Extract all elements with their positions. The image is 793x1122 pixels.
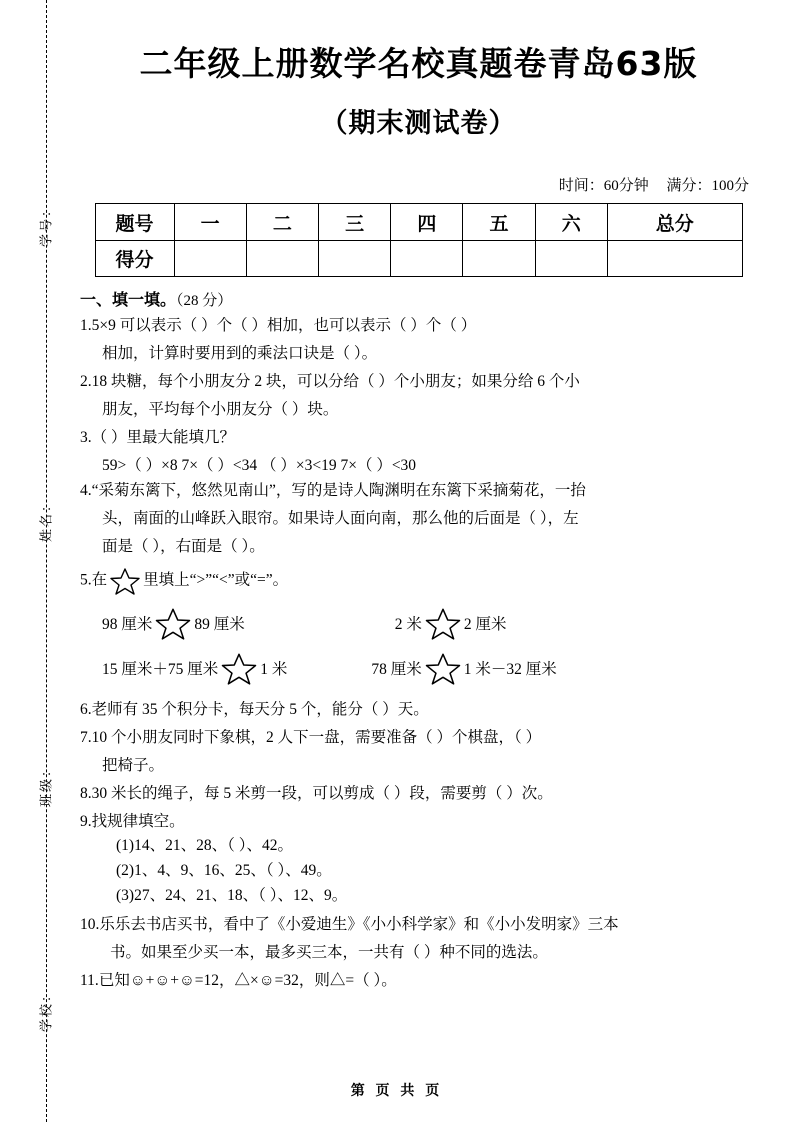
table-row-header [95, 204, 742, 241]
score-cell-3[interactable] [391, 241, 463, 277]
score-table [95, 203, 743, 277]
score-table-col-4: 五 [463, 204, 535, 241]
score-table-col-3: 四 [391, 204, 463, 241]
question-7-line-1: 10 个小朋友同时下象棋，2 人下一盘，需要准备（ ）个棋盘，（ ） [91, 728, 542, 746]
page-title: 二年级上册数学名校真题卷青岛63版 [139, 44, 698, 83]
page-footer: 第 页 共 页 [350, 1083, 443, 1099]
question-5-pair-3 [80, 652, 757, 685]
question-11 [80, 968, 757, 993]
question-5-pair-2-left: 2 米 [394, 616, 422, 634]
question-4-line-3: 面是（ ），右面是（ ）。 [102, 537, 265, 555]
score-table-col-0: 一 [174, 204, 246, 241]
question-1-line-2: 相加，计算时要用到的乘法口诀是（ ）。 [102, 345, 378, 363]
question-9-sub-1: (1)14、21、28、（ ）、42。 [116, 837, 293, 855]
score-table-row-label-0: 题号 [95, 204, 174, 241]
question-10-line-2: 书。如果至少买一本，最多买三本，一共有（ ）种不同的选法。 [110, 943, 548, 961]
question-5-pair-3-group [102, 652, 287, 685]
question-3-number: 3. [80, 429, 92, 447]
question-5-pair-1-right: 89 厘米 [194, 616, 245, 634]
score-cell-5[interactable] [535, 241, 607, 277]
exam-content [80, 0, 757, 993]
star-icon[interactable] [425, 607, 461, 640]
question-6-line-1: 老师有 35 个积分卡，每天分 5 个，能分（ ）天。 [91, 700, 429, 718]
left-margin-dashed-line [46, 0, 47, 1122]
question-4-number: 4. [80, 481, 92, 499]
question-9-sub-2: (2)1、4、9、16、25、（ ）、49。 [116, 862, 332, 880]
question-4 [80, 478, 757, 503]
question-9 [80, 809, 757, 834]
score-cell-1[interactable] [246, 241, 318, 277]
question-2-number: 2. [80, 373, 92, 391]
question-4-line-1: “采菊东篱下，悠然见南山”，写的是诗人陶渊明在东篱下采摘菊花，一抬 [91, 481, 586, 499]
question-5-pair-1 [80, 607, 757, 640]
question-2-line-2: 朋友，平均每个小朋友分（ ）块。 [102, 401, 339, 419]
question-2-line-2-row [80, 397, 757, 422]
star-icon [110, 571, 140, 588]
question-3-line-1: （ ）里最大能填几？ [91, 429, 236, 447]
question-8 [80, 781, 757, 806]
score-cell-2[interactable] [318, 241, 390, 277]
question-1-number: 1. [80, 317, 92, 334]
question-7 [80, 725, 757, 750]
question-5-pair-3-right: 1 米 [260, 661, 288, 679]
question-5-pair-2-right: 2 厘米 [463, 616, 507, 634]
question-10 [80, 912, 757, 937]
question-5-pair-3-left: 15 厘米＋75 厘米 [102, 661, 219, 679]
question-9-number: 9. [80, 813, 92, 831]
score-table-col-5: 六 [535, 204, 607, 241]
score-table-col-1: 二 [246, 204, 318, 241]
question-5-pair-4-left: 78 厘米 [371, 661, 422, 679]
score-cell-0[interactable] [174, 241, 246, 277]
question-7-line-2-row [80, 753, 757, 778]
star-icon[interactable] [155, 607, 191, 640]
side-label-student-id: 学号： [38, 202, 54, 248]
star-icon[interactable] [221, 652, 257, 685]
question-5-line-1a: 在 [91, 571, 108, 589]
table-row-score [95, 241, 742, 277]
question-8-line-1: 30 米长的绳子，每 5 米剪一段，可以剪成（ ）段，需要剪（ ）次。 [91, 785, 553, 803]
question-2 [80, 369, 757, 394]
question-6 [80, 697, 757, 722]
question-11-line-1: 已知☺+☺+☺=12，△×☺=32，则△=（ ）。 [98, 972, 397, 990]
question-4-line-2: 头，南面的山峰跃入眼帘。如果诗人面向南，那么他的后面是（ ），左 [102, 509, 579, 527]
question-1 [80, 313, 757, 338]
star-icon[interactable] [425, 652, 461, 685]
question-4-line-3-row [80, 534, 757, 559]
question-7-line-2: 把椅子。 [102, 757, 165, 775]
question-10-number: 10. [80, 915, 100, 933]
question-2-line-1: 18 块糖，每个小朋友分 2 块，可以分给（ ）个小朋友；如果分给 6 个小 [91, 373, 580, 391]
question-5 [80, 567, 757, 595]
page-subtitle: （期末测试卷） [320, 108, 517, 139]
question-8-number: 8. [80, 785, 92, 803]
side-label-school: 学校： [38, 987, 54, 1033]
section-1-title: 一、填一填。 [80, 290, 177, 309]
question-5-pair-4-right: 1 米－32 厘米 [463, 661, 557, 679]
question-11-number: 11. [80, 972, 99, 990]
side-label-class: 班级： [38, 762, 54, 808]
question-5-pair-1-left: 98 厘米 [102, 616, 153, 634]
exam-time: 时间：60分钟 [558, 178, 649, 194]
side-label-name: 姓名： [38, 497, 54, 543]
question-5-number: 5. [80, 571, 92, 589]
question-4-line-2-row [80, 506, 757, 531]
question-10-line-2-row [80, 940, 757, 965]
question-5-pair-4-group [371, 652, 556, 685]
score-table-col-2: 三 [318, 204, 390, 241]
score-cell-4[interactable] [463, 241, 535, 277]
question-1-line-2-row [80, 341, 757, 366]
question-10-line-1: 乐乐去书店买书，看中了《小爱迪生》《小小科学家》和《小小发明家》三本 [99, 915, 619, 933]
exam-meta [80, 174, 749, 195]
question-9-sub-3: (3)27、24、21、18、（ ）、12、9。 [116, 887, 348, 905]
score-table-col-6: 总分 [607, 204, 742, 241]
question-6-number: 6. [80, 700, 92, 718]
question-1-line-1: 5×9 可以表示（ ）个（ ）相加，也可以表示（ ）个（ ） [91, 317, 477, 334]
question-7-number: 7. [80, 728, 92, 746]
exam-full-score: 满分：100分 [666, 178, 749, 194]
question-5-line-1b: 里填上“>”“<”或“=”。 [143, 571, 289, 589]
score-cell-6[interactable] [607, 241, 742, 277]
question-5-pair-1-left-group [102, 607, 245, 640]
section-1-heading [80, 287, 757, 310]
question-3 [80, 425, 757, 450]
question-3-inequalities: 59>（ ）×8 7×（ ）<34 （ ）×3<19 7×（ ）<30 [102, 456, 417, 474]
score-table-row-label-1: 得分 [95, 241, 174, 277]
question-9-line-1: 找规律填空。 [91, 813, 185, 831]
question-5-pair-2-group [395, 607, 507, 640]
section-1-points: （28 分） [176, 293, 233, 309]
